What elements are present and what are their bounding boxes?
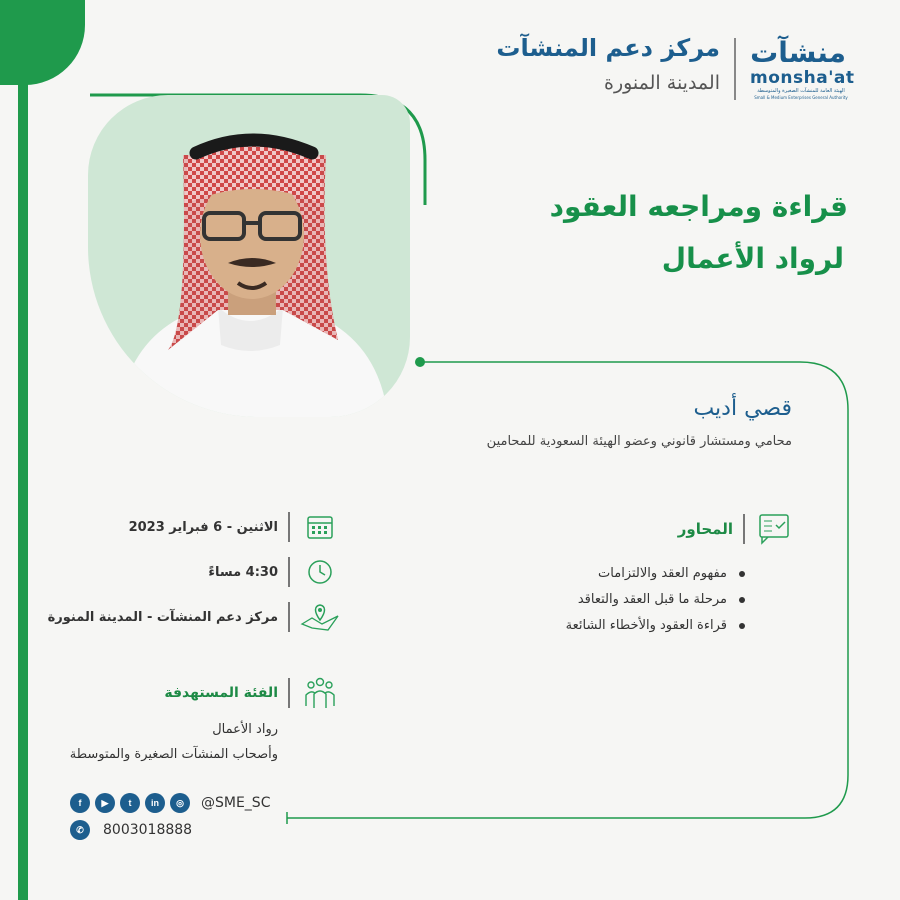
audience-heading bbox=[164, 676, 340, 710]
header-divider bbox=[734, 38, 736, 100]
center-city: المدينة المنورة bbox=[603, 72, 720, 94]
topic-item: قراءة العقود والأخطاء الشائعة bbox=[566, 618, 745, 633]
phone-icon: ✆ bbox=[70, 820, 90, 840]
topics-heading bbox=[678, 512, 795, 546]
logo-english: monsha'at bbox=[750, 68, 855, 88]
map-pin-icon bbox=[300, 600, 340, 634]
twitter-icon[interactable]: t bbox=[120, 793, 140, 813]
event-time-row bbox=[208, 555, 340, 589]
event-title-line1: قراءة ومراجعه العقود bbox=[549, 190, 848, 223]
phone-row bbox=[70, 820, 192, 840]
topic-item: مفهوم العقد والالتزامات bbox=[598, 566, 745, 581]
speaker-bio: محامي ومستشار قانوني وعضو الهيئة السعودية للمحامين bbox=[486, 434, 792, 449]
youtube-icon[interactable]: ▶ bbox=[95, 793, 115, 813]
event-date: الاثنين - 6 فبراير 2023 bbox=[128, 519, 278, 535]
social-links bbox=[70, 793, 270, 813]
calendar-icon bbox=[300, 510, 340, 544]
speaker-name: قصي أديب bbox=[693, 396, 792, 421]
logo-subtitle-ar: الهيئة العامة للمنشآت الصغيرة والمتوسطة bbox=[757, 88, 845, 94]
event-time: 4:30 مساءً bbox=[208, 564, 278, 580]
event-location-row bbox=[48, 600, 340, 634]
facebook-icon[interactable]: f bbox=[70, 793, 90, 813]
instagram-icon[interactable]: ◎ bbox=[170, 793, 190, 813]
audience-line-2: وأصحاب المنشآت الصغيرة والمتوسطة bbox=[69, 747, 278, 762]
people-icon bbox=[300, 676, 340, 710]
audience-line-1: رواد الأعمال bbox=[212, 722, 278, 737]
event-date-row bbox=[129, 510, 340, 544]
logo-arabic: منشآت bbox=[750, 36, 846, 69]
topic-item: مرحلة ما قبل العقد والتعاقد bbox=[578, 592, 745, 607]
logo-subtitle-en: Small & Medium Enterprises General Authority bbox=[754, 95, 848, 100]
audience-title: الفئة المستهدفة bbox=[164, 685, 278, 701]
center-name: مركز دعم المنشآت bbox=[496, 34, 720, 62]
event-title-line2: لرواد الأعمال bbox=[661, 242, 844, 275]
topics-title: المحاور bbox=[677, 520, 733, 538]
clock-icon bbox=[300, 555, 340, 589]
linkedin-icon[interactable]: in bbox=[145, 793, 165, 813]
event-location: مركز دعم المنشآت - المدينة المنورة bbox=[47, 609, 278, 625]
checklist-icon bbox=[755, 512, 795, 546]
left-accent-bar bbox=[18, 0, 28, 900]
phone-number[interactable]: 8003018888 bbox=[103, 822, 193, 838]
corner-accent bbox=[0, 0, 85, 85]
social-handle[interactable]: @SME_SC bbox=[201, 795, 271, 811]
speaker-photo bbox=[88, 95, 410, 417]
